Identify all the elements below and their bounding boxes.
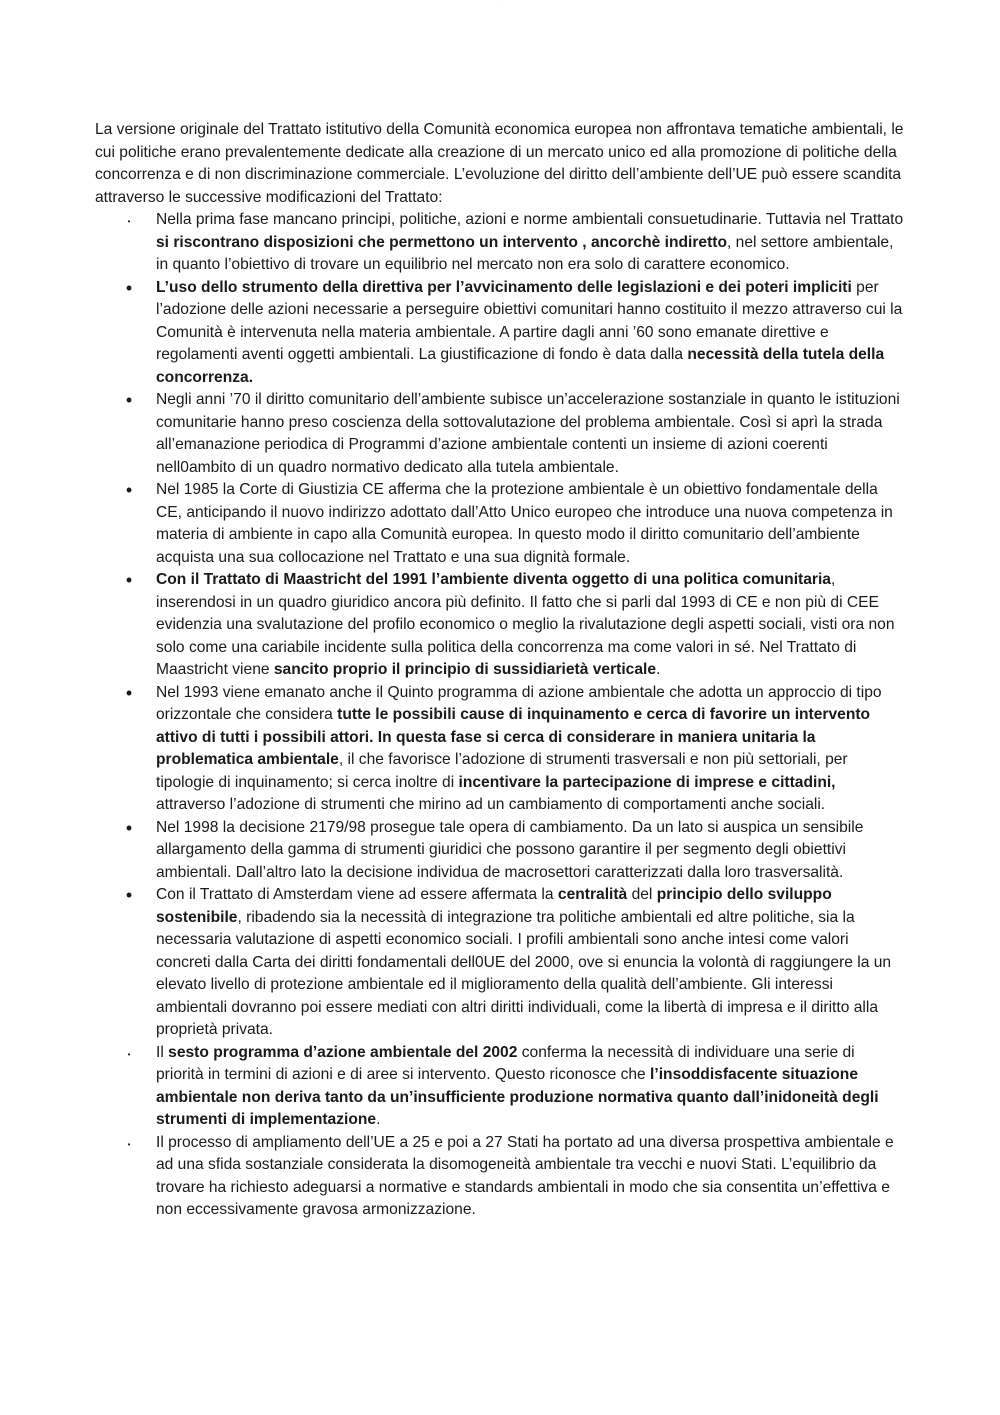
text: , ribadendo sia la necessità di integrazione tra politiche ambientali ed altre politiche, sia la necessaria valutazione di aspetti economico sociali. I profili ambientali sono anche intesi come valori concreti dalla Carta dei diritti fondamentali dell0UE del 2000, ove si enuncia la volontà di raggiungere la un elevato livello di protezione ambientale ed il miglioramento della qualità dell’ambiente. Gli interessi ambientali dovranno poi essere mediati con altri diritti individuali, come la libertà di impresa e il diritto alla proprietà privata. bbox=[156, 908, 892, 1038]
text: Il processo di ampliamento dell’UE a 25 e poi a 27 Stati ha portato ad una diversa prospettiva ambientale e ad una sfida sostanziale considerata la disomogeneità ambientale tra vecchi e nuovi Stati. L’equilibrio da trovare ha richiesto adeguarsi a normative e standards ambientali in modo che sia consentita un’effettiva e non eccessivamente gravosa armonizzazione. bbox=[156, 1133, 894, 1218]
text: , il che favorisce l’adozione di strumenti trasversali e non più settoriali, per tipologie di inquinamento; si cerca inoltre di bbox=[156, 751, 848, 791]
list-item bbox=[95, 884, 905, 1042]
bullet-icon: • bbox=[125, 682, 133, 703]
bullet-icon: • bbox=[125, 390, 133, 410]
text: . bbox=[656, 661, 661, 678]
bullet-icon: • bbox=[125, 885, 133, 905]
list-item bbox=[95, 1132, 905, 1222]
bold-text: centralità bbox=[557, 886, 628, 903]
text: Nella prima fase mancano principi, politiche, azioni e norme ambientali consuetudinarie. Tuttavia nel Trattato bbox=[156, 211, 904, 228]
bold-text: incentivare la partecipazione di imprese e cittadini, bbox=[458, 773, 836, 791]
list-item bbox=[95, 817, 905, 885]
document-body bbox=[95, 119, 905, 1222]
text: del bbox=[627, 886, 657, 903]
list-item bbox=[95, 209, 905, 277]
bold-text: sesto programma d’azione ambientale del 2002 bbox=[168, 1043, 518, 1061]
bold-text: L’uso dello strumento della direttiva per l’avvicinamento delle legislazioni e dei poteri impliciti bbox=[156, 278, 852, 296]
text: , nel settore ambientale, in quanto l’obiettivo di trovare un equilibrio nel mercato non era solo di carattere economico. bbox=[156, 233, 894, 273]
text: Negli anni ’70 il diritto comunitario dell’ambiente subisce un’accelerazione sostanziale in quanto le istituzioni comunitarie hanno preso coscienza della sottovalutazione del problema ambientale. Così si aprì la strada all’emanazione periodica di Programmi d’azione ambientale contenti un insieme di azioni coerenti nell0ambito di un quadro normativo dedicato alla tutela ambientale. bbox=[156, 391, 900, 476]
bullet-icon: • bbox=[125, 480, 133, 500]
list-item bbox=[95, 277, 905, 390]
bold-text: principio dello sviluppo sostenibile bbox=[156, 886, 832, 926]
bullet-icon: • bbox=[127, 217, 131, 226]
list-item bbox=[95, 569, 905, 682]
list-item bbox=[95, 682, 905, 817]
bullet-icon: • bbox=[125, 817, 133, 838]
bullet-icon: • bbox=[127, 1049, 131, 1059]
bold-text: sancito proprio il principio di sussidiarietà verticale bbox=[273, 661, 657, 678]
bullet-icon: • bbox=[125, 277, 133, 298]
bold-text: necessità della tutela della concorrenza. bbox=[156, 346, 885, 386]
text: , inserendosi in un quadro giuridico ancora più definito. Il fatto che si parli dal 1993 di CE e non più di CEE evidenzia una svalutazione del profilo economico o meglio la rivalutazione degli aspetti sociali, visti ora non solo come una cariabile incidente sulla politica della concorrenza ma come valori in sé. Nel Trattato di Maastricht viene bbox=[156, 571, 895, 678]
header-mark: · · · bbox=[497, 0, 503, 4]
bold-text: si riscontrano disposizioni che permettono un intervento , ancorchè indiretto bbox=[156, 233, 727, 251]
bullet-list bbox=[95, 209, 905, 1222]
list-item bbox=[95, 1042, 905, 1132]
text: attraverso l’adozione di strumenti che mirino ad un cambiamento di comportamenti anche sociali. bbox=[156, 796, 826, 813]
list-item bbox=[95, 389, 905, 479]
bold-text: l’insoddisfacente situazione ambientale non deriva tanto da un’insufficiente produzione normativa quanto dall’inidoneità degli strumenti di implementazione bbox=[156, 1066, 879, 1128]
text: Il bbox=[156, 1043, 169, 1061]
text: Nel 1998 la decisione 2179/98 prosegue tale opera di cambiamento. Da un lato si auspica un sensibile allargamento della gamma di strumenti giuridici che possono garantire il per segmento degli obiettivi ambientali. Dall’altro lato la decisione individua de macrosettori caratterizzati dalla loro trasversalità. bbox=[156, 818, 864, 881]
text: . bbox=[376, 1111, 381, 1128]
text: Nel 1985 la Corte di Giustizia CE afferma che la protezione ambientale è un obiettivo fondamentale della CE, anticipando il nuovo indirizzo adottato dall’Atto Unico europeo che introduce una nuova competenza in materia di ambiente in capo alla Comunità europea. In questo modo il diritto comunitario dell’ambiente acquista una sua collocazione nel Trattato e una sua dignità formale. bbox=[156, 481, 893, 566]
text: Nel 1993 viene emanato anche il Quinto programma di azione ambientale che adotta un approccio di tipo orizzontale che considera bbox=[156, 683, 882, 723]
text: per l’adozione delle azioni necessarie a perseguire obiettivi comunitari hanno costituito il mezzo attraverso cui la Comunità è intervenuta nella materia ambientale. A partire dagli anni ’60 sono emanate direttive e regolamenti aventi oggetti ambientali. La giustificazione di fondo è data dalla bbox=[156, 278, 903, 363]
intro-paragraph: La versione originale del Trattato istitutivo della Comunità economica europea non affrontava tematiche ambientali, le cui politiche erano prevalentemente dedicate alla creazione di un mercato unico ed alla promozione di politiche della concorrenza e di non discriminazione commerciale. L’evoluzione del diritto dell’ambiente dell’UE può essere scandita attraverso le successive modificazioni del Trattato: bbox=[95, 121, 904, 206]
bold-text: Con il Trattato di Maastricht del 1991 l’ambiente diventa oggetto di una politica comunitaria bbox=[156, 571, 831, 588]
bold-text: tutte le possibili cause di inquinamento e cerca di favorire un intervento attivo di tutti i possibili attori. In questa fase si cerca di considerare in maniera unitaria la problematica ambientale bbox=[156, 706, 871, 768]
bullet-icon: • bbox=[125, 570, 133, 590]
list-item bbox=[95, 479, 905, 569]
bullet-icon: • bbox=[127, 1139, 131, 1149]
text: Con il Trattato di Amsterdam viene ad essere affermata la bbox=[156, 886, 558, 903]
text: conferma la necessità di individuare una serie di priorità in termini di azioni e di aree si intervento. Questo riconosce che bbox=[156, 1043, 855, 1083]
